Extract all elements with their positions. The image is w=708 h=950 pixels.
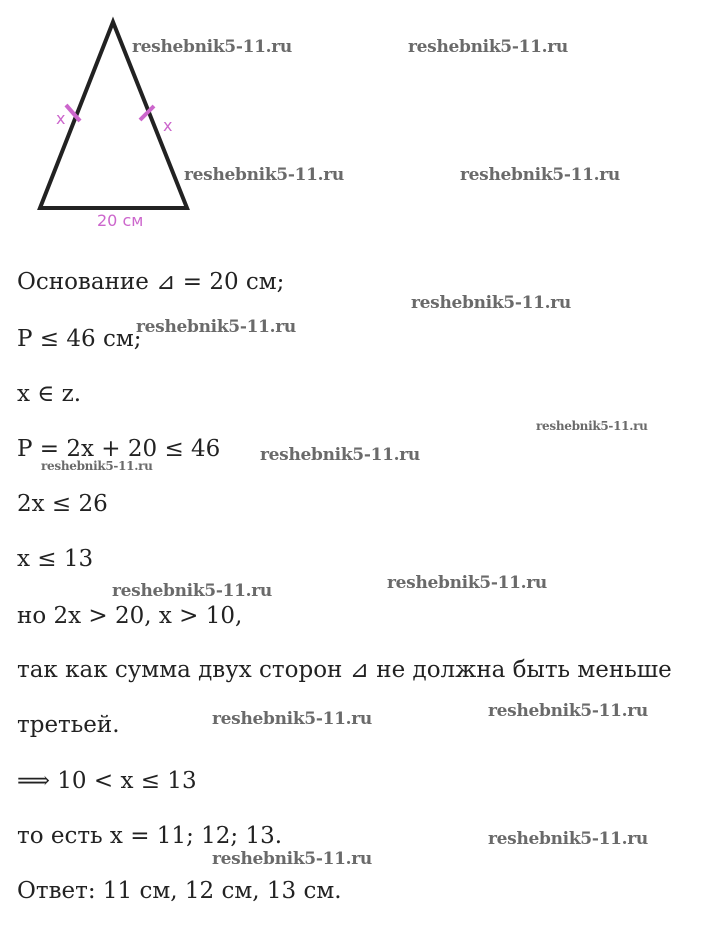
watermark: reshebnik5-11.ru: [387, 573, 547, 593]
solution-line-2: P ≤ 46 см;: [17, 326, 142, 352]
solution-line-4: P = 2x + 20 ≤ 46: [17, 436, 221, 462]
solution-line-10: ⟹ 10 < x ≤ 13: [17, 768, 197, 794]
watermark: reshebnik5-11.ru: [41, 459, 153, 473]
solution-line-5: 2x ≤ 26: [17, 491, 108, 517]
watermark: reshebnik5-11.ru: [212, 849, 372, 869]
watermark: reshebnik5-11.ru: [411, 293, 571, 313]
right-side-label: x: [163, 116, 173, 135]
solution-line-1: Основание ⊿ = 20 см;: [17, 269, 285, 295]
watermark: reshebnik5-11.ru: [260, 445, 420, 465]
watermark: reshebnik5-11.ru: [112, 581, 272, 601]
solution-line-9: третьей.: [17, 712, 120, 738]
watermark: reshebnik5-11.ru: [488, 829, 648, 849]
base-label: 20 см: [97, 211, 144, 230]
watermark: reshebnik5-11.ru: [536, 419, 648, 433]
watermark: reshebnik5-11.ru: [212, 709, 372, 729]
watermark: reshebnik5-11.ru: [136, 317, 296, 337]
solution-line-6: x ≤ 13: [17, 546, 94, 572]
solution-line-3: x ∈ z.: [17, 381, 82, 407]
solution-line-11: то есть x = 11; 12; 13.: [17, 823, 283, 849]
watermark: reshebnik5-11.ru: [408, 37, 568, 57]
isosceles-triangle-figure: [0, 0, 260, 240]
watermark: reshebnik5-11.ru: [132, 37, 292, 57]
left-side-label: x: [56, 109, 66, 128]
solution-line-8: так как сумма двух сторон ⊿ не должна быть меньше: [17, 657, 672, 683]
watermark: reshebnik5-11.ru: [460, 165, 620, 185]
answer-line: Ответ: 11 см, 12 см, 13 см.: [17, 878, 342, 904]
watermark: reshebnik5-11.ru: [488, 701, 648, 721]
watermark: reshebnik5-11.ru: [184, 165, 344, 185]
solution-line-7: но 2x > 20, x > 10,: [17, 603, 243, 629]
